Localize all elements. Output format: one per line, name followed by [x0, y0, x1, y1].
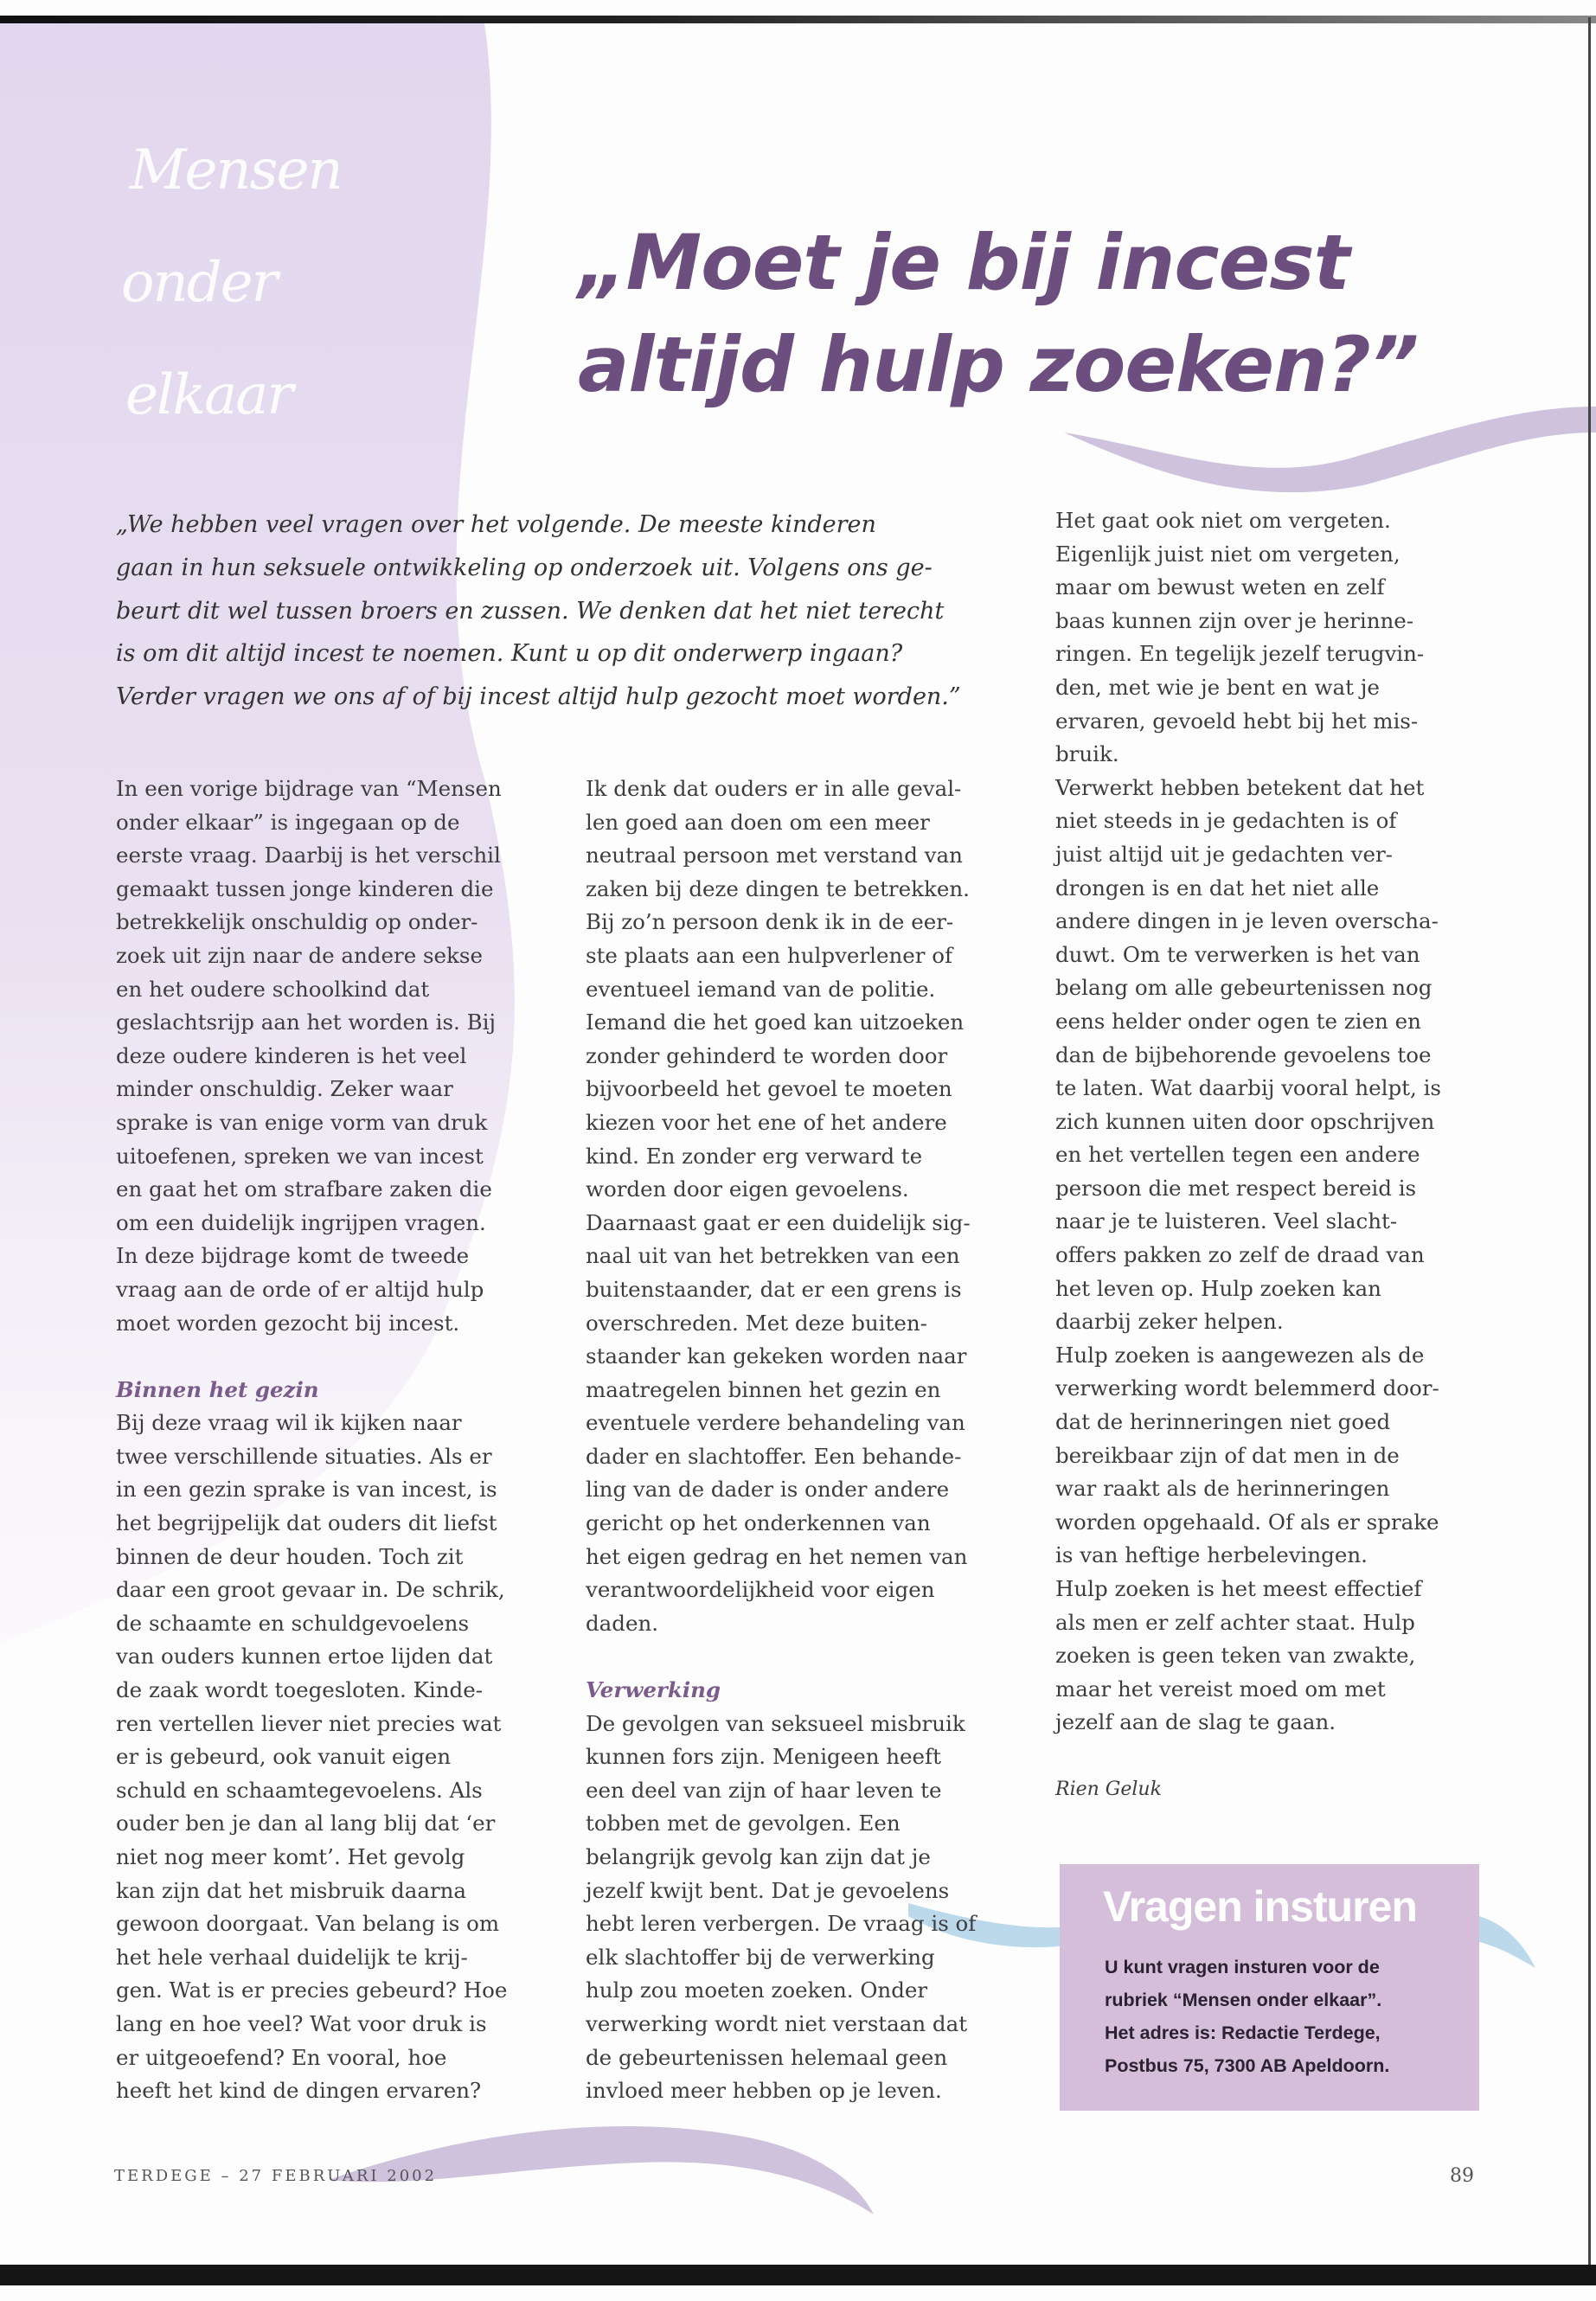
text-line: er is gebeurd, ook vanuit eigen — [116, 1744, 452, 1770]
text-line: het hele verhaal duidelijk te krij- — [116, 1944, 468, 1970]
text-line: invloed meer hebben op je leven. — [586, 2078, 942, 2104]
text-line: deze oudere kinderen is het veel — [116, 1042, 467, 1068]
text-line: len goed aan doen om een meer — [586, 809, 930, 835]
text-column-3 — [1055, 504, 1441, 1806]
text-line: offers pakken zo zelf de draad van — [1055, 1242, 1425, 1268]
bottom-border — [0, 2265, 1596, 2285]
page-edge — [1588, 17, 1591, 2266]
text-line: daarbij zeker helpen. — [1055, 1309, 1284, 1335]
text-line: er uitgeoefend? En vooral, hoe — [116, 2044, 447, 2070]
text-line: van ouders kunnen ertoe lijden dat — [116, 1644, 493, 1670]
text-line: Daarnaast gaat er een duidelijk sig- — [586, 1209, 971, 1235]
text-line: elk slachtoffer bij de verwerking — [586, 1944, 935, 1970]
text-line: worden door eigen gevoelens. — [586, 1176, 909, 1202]
text-line: daden. — [586, 1610, 659, 1636]
text-line: gen. Wat is er precies gebeurd? Hoe — [116, 1977, 508, 2003]
text-line: bruik. — [1055, 741, 1119, 767]
submit-questions-box — [1060, 1864, 1479, 2111]
top-border — [0, 16, 1596, 23]
text-line: is van heftige herbelevingen. — [1055, 1542, 1368, 1568]
box-line: rubriek “Mensen onder elkaar”. — [1105, 1990, 1382, 2010]
text-line: bijvoorbeeld het gevoel te moeten — [586, 1076, 952, 1102]
text-line: zaken bij deze dingen te betrekken. — [586, 875, 970, 901]
intro-line: gaan in hun seksuele ontwikkeling op onderzoek uit. Volgens ons ge- — [116, 554, 933, 581]
text-line: en het vertellen tegen een andere — [1055, 1142, 1420, 1168]
text-line: in een gezin sprake is van incest, is — [116, 1477, 497, 1503]
text-line: heeft het kind de dingen ervaren? — [116, 2078, 482, 2104]
text-line: het eigen gedrag en het nemen van — [586, 1543, 968, 1569]
text-line: de gebeurtenissen helemaal geen — [586, 2044, 948, 2070]
text-line: een deel van zijn of haar leven te — [586, 1777, 942, 1803]
text-line: schuld en schaamtegevoelens. Als — [116, 1777, 483, 1803]
text-line: onder elkaar” is ingegaan op de — [116, 809, 460, 835]
text-line: dader en slachtoffer. Een behande- — [586, 1443, 962, 1469]
text-line: In deze bijdrage komt de tweede — [116, 1243, 470, 1269]
text-line: Eigenlijk juist niet om vergeten, — [1055, 541, 1401, 567]
text-line: kind. En zonder erg verward te — [586, 1143, 923, 1169]
text-line: overschreden. Met deze buiten- — [586, 1310, 927, 1336]
text-line: Iemand die het goed kan uitzoeken — [586, 1009, 965, 1035]
text-line: buitenstaander, dat er een grens is — [586, 1276, 962, 1302]
section-heading: Binnen het gezin — [116, 1376, 319, 1402]
text-line: vraag aan de orde of er altijd hulp — [116, 1276, 484, 1302]
text-line: jezelf kwijt bent. Dat je gevoelens — [586, 1877, 950, 1903]
title-line: altijd hulp zoeken?” — [578, 320, 1419, 409]
footer-publication: TERDEGE – 27 FEBRUARI 2002 — [114, 2167, 438, 2185]
text-line: ling van de dader is onder andere — [586, 1477, 950, 1503]
text-line: maar het vereist moed om met — [1055, 1676, 1386, 1702]
text-line: lang en hoe veel? Wat voor druk is — [116, 2010, 487, 2036]
text-line: het leven op. Hulp zoeken kan — [1055, 1275, 1381, 1301]
text-line: binnen de deur houden. Toch zit — [116, 1543, 464, 1569]
text-line: te laten. Wat daarbij vooral helpt, is — [1055, 1075, 1441, 1101]
intro-line: „We hebben veel vragen over het volgende. De meeste kinderen — [116, 511, 876, 538]
text-line: ouder ben je dan al lang blij dat ‘er — [116, 1811, 496, 1836]
text-line: andere dingen in je leven overscha- — [1055, 908, 1439, 934]
text-line: war raakt als de herinneringen — [1055, 1476, 1390, 1502]
text-line: uitoefenen, spreken we van incest — [116, 1143, 484, 1169]
column-label-line: Mensen — [130, 138, 342, 202]
text-line: persoon die met respect bereid is — [1055, 1175, 1417, 1201]
text-line: Bij zo’n persoon denk ik in de eer- — [586, 909, 954, 935]
text-line: twee verschillende situaties. Als er — [116, 1443, 492, 1469]
text-line: jezelf aan de slag te gaan. — [1055, 1709, 1336, 1735]
text-line: De gevolgen van seksueel misbruik — [586, 1710, 965, 1736]
text-line: en gaat het om strafbare zaken die — [116, 1176, 492, 1202]
box-title: Vragen insturen — [1103, 1882, 1417, 1931]
page-title — [578, 212, 1418, 416]
text-line: worden opgehaald. Of als er sprake — [1055, 1509, 1439, 1535]
column-label-line: onder — [121, 251, 277, 315]
text-line: belangrijk gevolg kan zijn dat je — [586, 1844, 931, 1869]
text-line: Ik denk dat ouders er in alle geval- — [586, 776, 962, 801]
text-line: Hulp zoeken is het meest effectief — [1055, 1576, 1422, 1601]
column-label-line: elkaar — [125, 363, 292, 427]
text-line: naar je te luisteren. Veel slacht- — [1055, 1208, 1398, 1234]
title-line: „Moet je bij incest — [578, 218, 1349, 307]
text-line: eventuele verdere behandeling van — [586, 1410, 965, 1436]
text-line: geslachtsrijp aan het worden is. Bij — [116, 1009, 497, 1035]
intro-line: Verder vragen we ons af of bij incest altijd hulp gezocht moet worden.” — [116, 683, 961, 711]
text-line: daar een groot gevaar in. De schrik, — [116, 1577, 505, 1603]
text-line: betrekkelijk onschuldig op onder- — [116, 909, 478, 935]
text-line: belang om alle gebeurtenissen nog — [1055, 975, 1433, 1001]
text-line: verwerking wordt niet verstaan dat — [586, 2010, 968, 2036]
text-line: als men er zelf achter staat. Hulp — [1055, 1609, 1415, 1635]
text-line: neutraal persoon met verstand van — [586, 843, 963, 868]
box-body — [1105, 1951, 1389, 2082]
intro-question — [116, 503, 1042, 719]
text-line: eerste vraag. Daarbij is het verschil — [116, 843, 501, 868]
text-line: zonder gehinderd te worden door — [586, 1042, 948, 1068]
text-line: minder onschuldig. Zeker waar — [116, 1076, 453, 1102]
text-line: om een duidelijk ingrijpen vragen. — [116, 1209, 486, 1235]
text-line: maar om bewust weten en zelf — [1055, 574, 1385, 600]
text-line: zich kunnen uiten door opschrijven — [1055, 1108, 1435, 1134]
text-line: bereikbaar zijn of dat men in de — [1055, 1442, 1400, 1468]
text-line: staander kan gekeken worden naar — [586, 1343, 967, 1369]
text-line: ringen. En tegelijk jezelf terugvin- — [1055, 641, 1425, 667]
text-line: niet nog meer komt’. Het gevolg — [116, 1844, 465, 1869]
text-line: het begrijpelijk dat ouders dit liefst — [116, 1510, 497, 1536]
text-line: gericht op het onderkennen van — [586, 1510, 931, 1536]
text-line: kan zijn dat het misbruik daarna — [116, 1877, 467, 1903]
text-line: kunnen fors zijn. Menigeen heeft — [586, 1744, 941, 1770]
text-line: zoek uit zijn naar de andere sekse — [116, 942, 483, 968]
text-line: verantwoordelijkheid voor eigen — [586, 1577, 935, 1603]
text-line: eens helder onder ogen te zien en — [1055, 1008, 1421, 1034]
text-line: ervaren, gevoeld hebt bij het mis- — [1055, 708, 1419, 734]
text-line: de schaamte en schuldgevoelens — [116, 1610, 470, 1636]
box-line: U kunt vragen insturen voor de — [1105, 1957, 1380, 1977]
text-line: dan de bijbehorende gevoelens toe — [1055, 1042, 1432, 1067]
text-line: In een vorige bijdrage van “Mensen — [116, 776, 502, 801]
text-line: Bij deze vraag wil ik kijken naar — [116, 1410, 462, 1436]
box-line: Het adres is: Redactie Terdege, — [1105, 2022, 1381, 2043]
text-line: dat de herinneringen niet goed — [1055, 1409, 1391, 1435]
text-line — [1055, 1740, 1441, 1773]
text-line — [116, 1340, 507, 1374]
text-line: gewoon doorgaat. Van belang is om — [116, 1911, 500, 1937]
text-line: naal uit van het betrekken van een — [586, 1243, 960, 1269]
box-line: Postbus 75, 7300 AB Apeldoorn. — [1105, 2055, 1390, 2076]
text-line: eventueel iemand van de politie. — [586, 976, 936, 1002]
text-line: sprake is van enige vorm van druk — [116, 1109, 488, 1135]
text-line: de zaak wordt toegesloten. Kinde- — [116, 1677, 483, 1703]
text-line: moet worden gezocht bij incest. — [116, 1310, 460, 1336]
text-line: gemaakt tussen jonge kinderen die — [116, 875, 494, 901]
text-line: hulp zou moeten zoeken. Onder — [586, 1977, 928, 2003]
intro-line: is om dit altijd incest te noemen. Kunt u op dit onderwerp ingaan? — [116, 640, 903, 668]
page-number: 89 — [1450, 2165, 1474, 2187]
text-column-1 — [116, 772, 507, 2108]
text-column-2 — [586, 772, 976, 2108]
top-swoosh — [1064, 407, 1596, 492]
text-line — [586, 1640, 976, 1674]
text-line: Het gaat ook niet om vergeten. — [1055, 508, 1391, 533]
text-line: duwt. Om te verwerken is het van — [1055, 941, 1420, 967]
text-line: en het oudere schoolkind dat — [116, 976, 430, 1002]
text-line: ren vertellen liever niet precies wat — [116, 1710, 502, 1736]
text-line: niet steeds in je gedachten is of — [1055, 808, 1397, 834]
intro-line: beurt dit wel tussen broers en zussen. We denken dat het niet terecht — [116, 597, 945, 625]
text-line: maatregelen binnen het gezin en — [586, 1376, 941, 1402]
text-line: Verwerkt hebben betekent dat het — [1055, 774, 1425, 800]
text-line: hebt leren verbergen. De vraag is of — [586, 1911, 977, 1937]
text-line: Hulp zoeken is aangewezen als de — [1055, 1342, 1425, 1368]
author-signature: Rien Geluk — [1055, 1778, 1162, 1800]
text-line: den, met wie je bent en wat je — [1055, 674, 1380, 700]
text-line: verwerking wordt belemmerd door- — [1055, 1375, 1439, 1401]
text-line: kiezen voor het ene of het andere — [586, 1109, 947, 1135]
text-line: ste plaats aan een hulpverlener of — [586, 942, 953, 968]
text-line: drongen is en dat het niet alle — [1055, 875, 1380, 901]
text-line: juist altijd uit je gedachten ver- — [1055, 841, 1393, 867]
section-heading: Verwerking — [586, 1677, 721, 1703]
text-line: tobben met de gevolgen. Een — [586, 1811, 901, 1836]
text-line: zoeken is geen teken van zwakte, — [1055, 1643, 1416, 1669]
text-line: baas kunnen zijn over je herinne- — [1055, 607, 1414, 633]
